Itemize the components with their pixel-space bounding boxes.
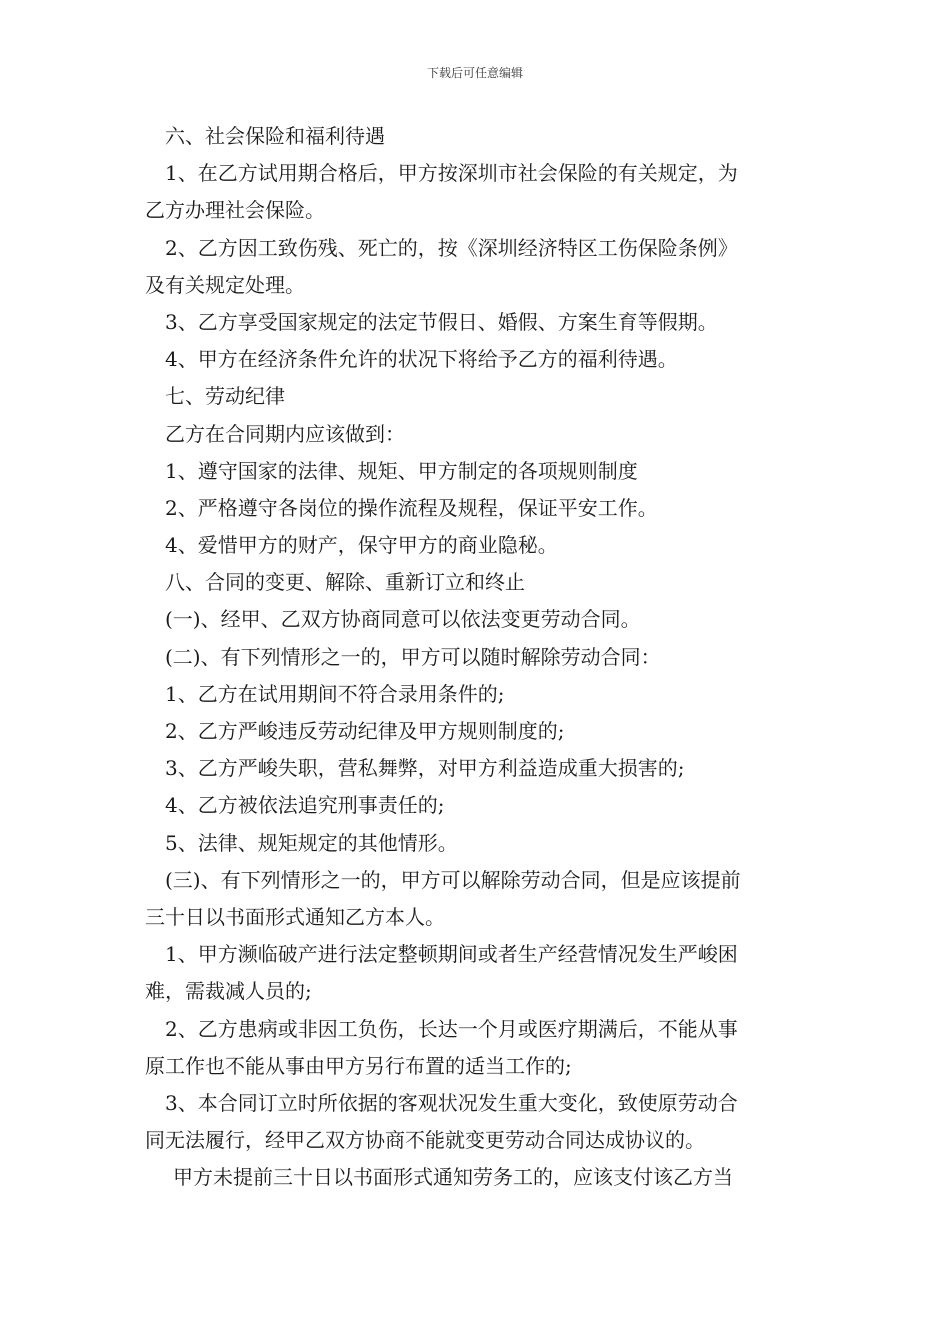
section-heading: 八、合同的变更、解除、重新订立和终止: [165, 570, 525, 595]
list-item: 2、乙方患病或非因工负伤，长达一个月或医疗期满后，不能从事: [165, 1016, 738, 1041]
paragraph-line: (二)、有下列情形之一的，甲方可以随时解除劳动合同：: [165, 644, 661, 669]
list-item: 5、法律、规矩规定的其他情形。: [165, 830, 458, 855]
list-item: 1、甲方濒临破产进行法定整顿期间或者生产经营情况发生严峻困: [165, 942, 738, 967]
paragraph-line: 同无法履行，经甲乙双方协商不能就变更劳动合同达成协议的。: [145, 1128, 705, 1153]
paragraph-line: (三)、有下列情形之一的，甲方可以解除劳动合同，但是应该提前: [165, 867, 741, 892]
list-item: 2、乙方严峻违反劳动纪律及甲方规则制度的;: [165, 719, 565, 743]
document-body: [145, 118, 810, 1196]
paragraph-line: 及有关规定处理。: [145, 272, 305, 297]
page-header: 下载后可任意编辑: [426, 66, 523, 80]
list-item: 3、本合同订立时所依据的客观状况发生重大变化，致使原劳动合: [165, 1090, 738, 1115]
paragraph-line: 难，需裁减人员的;: [145, 979, 312, 1004]
section-heading: 七、劳动纪律: [165, 384, 285, 409]
list-item: 3、乙方严峻失职，营私舞弊，对甲方利益造成重大损害的;: [165, 756, 685, 781]
section-heading: 六、社会保险和福利待遇: [165, 124, 385, 148]
paragraph-line: 1、在乙方试用期合格后，甲方按深圳市社会保险的有关规定，为: [165, 161, 738, 186]
paragraph-line: 乙方在合同期内应该做到：: [165, 421, 405, 446]
paragraph-line: 4、甲方在经济条件允许的状况下将给予乙方的福利待遇。: [165, 347, 678, 372]
paragraph-line: (一)、经甲、乙双方协商同意可以依法变更劳动合同。: [165, 607, 641, 632]
paragraph-line: 4、爱惜甲方的财产，保守甲方的商业隐秘。: [165, 533, 558, 558]
paragraph-line: 原工作也不能从事由甲方另行布置的适当工作的;: [145, 1053, 572, 1078]
list-item: 4、乙方被依法追究刑事责任的;: [165, 793, 445, 818]
paragraph-line: 1、遵守国家的法律、规矩、甲方制定的各项规则制度: [165, 458, 638, 483]
paragraph-line: 三十日以书面形式通知乙方本人。: [145, 904, 445, 929]
paragraph-line: 3、乙方享受国家规定的法定节假日、婚假、方案生育等假期。: [165, 309, 718, 334]
paragraph-line: 甲方未提前三十日以书面形式通知劳务工的，应该支付该乙方当: [173, 1165, 733, 1190]
paragraph-line: 乙方办理社会保险。: [145, 198, 325, 223]
paragraph-line: 2、严格遵守各岗位的操作流程及规程，保证平安工作。: [165, 495, 658, 520]
paragraph-line: 2、乙方因工致伤残、死亡的，按《深圳经济特区工伤保险条例》: [165, 235, 738, 260]
list-item: 1、乙方在试用期间不符合录用条件的;: [165, 681, 505, 706]
